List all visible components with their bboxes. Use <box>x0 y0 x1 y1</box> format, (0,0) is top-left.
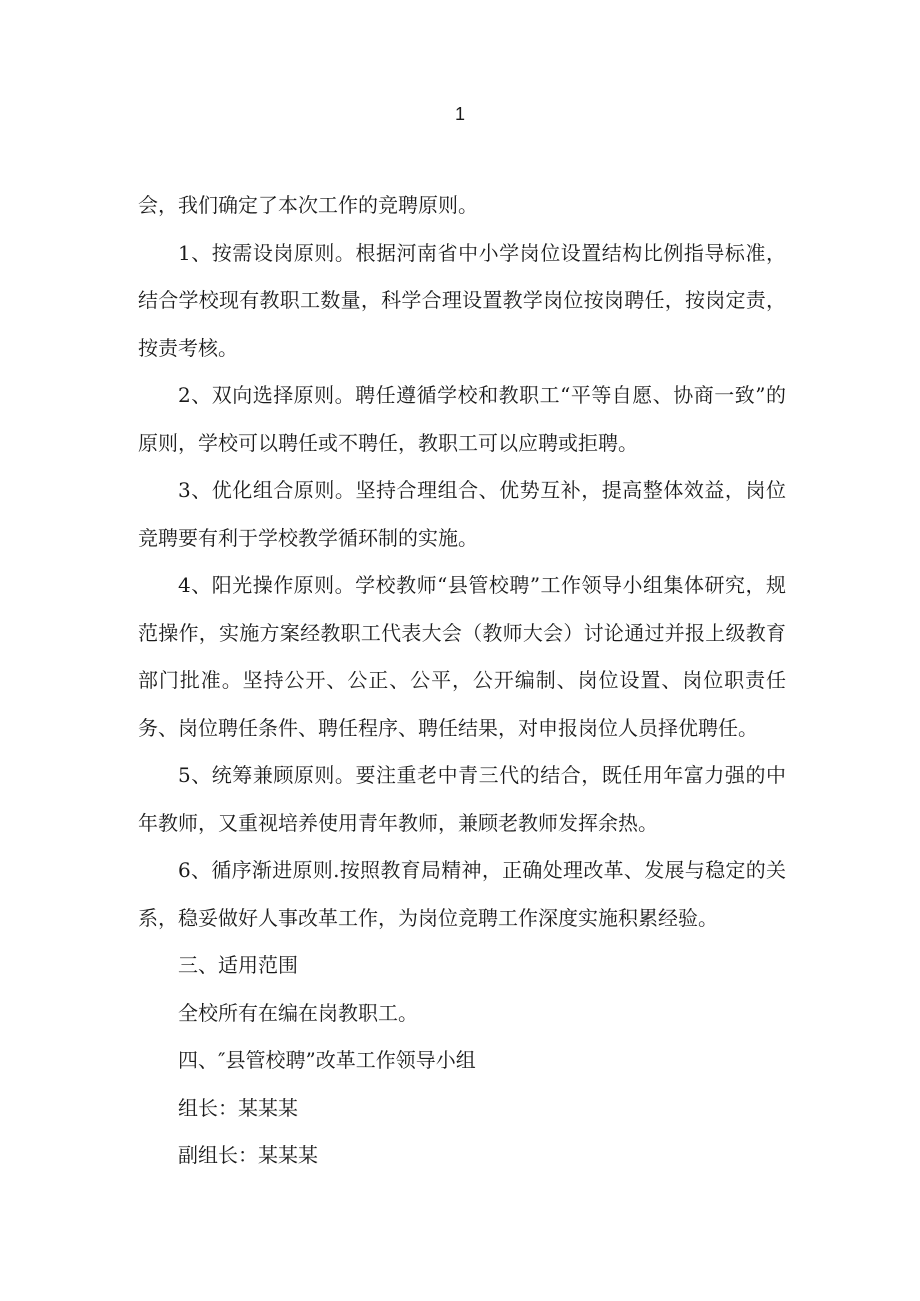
page-number: 1 <box>454 104 465 124</box>
paragraph-intro-continuation: 会，我们确定了本次工作的竞聘原则。 <box>138 193 478 217</box>
paragraph-principle-2: 2、双向选择原则。聘任遵循学校和教职工“平等自愿、协商一致”的原则，学校可以聘任或不聘任，教职工可以应聘或拒聘。 <box>138 383 786 455</box>
paragraph-principle-1: 1、按需设岗原则。根据河南省中小学岗位设置结构比例指导标准，结合学校现有教职工数量，科学合理设置教学岗位按岗聘任，按岗定责，按责考核。 <box>138 240 786 360</box>
leader-line: 组长：某某某 <box>178 1095 298 1120</box>
document-body <box>138 182 786 1180</box>
deputy-leader-line: 副组长：某某某 <box>178 1143 318 1167</box>
paragraph-principle-4: 4、阳光操作原则。学校教师“县管校聘”工作领导小组集体研究，规范操作，实施方案经教职工代表大会（教师大会）讨论通过并报上级教育部门批准。坚持公开、公正、公平，公开编制、岗位设置、岗位职责任务、岗位聘任条件、聘任程序、聘任结果，对申报岗位人员择优聘任。 <box>138 573 786 740</box>
paragraph-scope: 全校所有在编在岗教职工。 <box>178 1000 418 1025</box>
section-heading-scope: 三、适用范围 <box>178 953 298 977</box>
section-heading-leadership-group: 四、″县管校聘”改革工作领导小组 <box>178 1048 476 1072</box>
paragraph-principle-5: 5、统筹兼顾原则。要注重老中青三代的结合，既任用年富力强的中年教师，又重视培养使用青年教师，兼顾老教师发挥余热。 <box>138 763 786 835</box>
paragraph-principle-6: 6、循序渐进原则.按照教育局精神，正确处理改革、发展与稳定的关系，稳妥做好人事改革工作，为岗位竞聘工作深度实施积累经验。 <box>138 858 786 930</box>
paragraph-principle-3: 3、优化组合原则。坚持合理组合、优势互补，提高整体效益，岗位竞聘要有利于学校教学循环制的实施。 <box>138 478 786 550</box>
